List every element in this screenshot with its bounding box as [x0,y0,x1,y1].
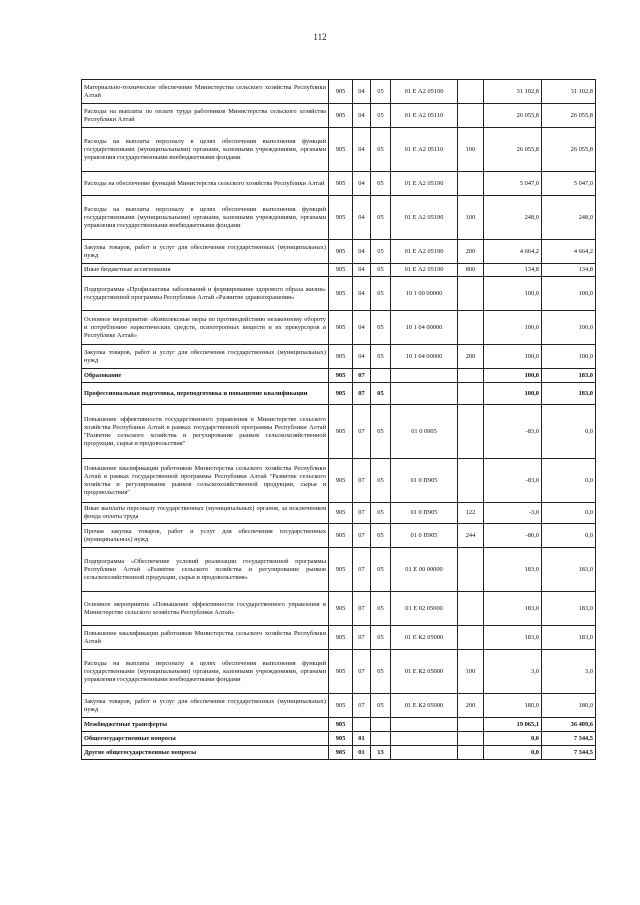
table-row [82,345,596,369]
section-cell: 07 [353,405,371,459]
target-article-cell: 01 0 0905 [391,405,458,459]
expense-type-cell: 100 [458,650,484,694]
amount-2-cell: 180,0 [542,694,596,718]
subsection-cell [371,718,391,732]
table-row [82,196,596,240]
section-cell [353,718,371,732]
ved-cell: 905 [329,369,353,383]
section-cell: 07 [353,694,371,718]
ved-cell: 905 [329,383,353,405]
row-name-cell: Расходы на выплаты персоналу в целях обеспечения выполнения функций государственными (муниципальными) органами, казенными учреждениями, органами управления государственными внебюджетными фондами [82,196,329,240]
table-row [82,128,596,172]
row-name-cell: Иные бюджетные ассигнования [82,264,329,277]
table-row [82,592,596,626]
row-name-cell: Основное мероприятие «Повышение эффективности государственного управления в Министерстве сельского хозяйства Республики Алтай» [82,592,329,626]
ved-cell: 905 [329,104,353,128]
amount-2-cell: 100,0 [542,277,596,311]
table-row [82,104,596,128]
row-name-cell: Расходы на выплаты персоналу в целях обеспечения выполнения функций государственными (муниципальными) органами, казенными учреждениями, органами управления государственными внебюджетными фондами [82,650,329,694]
ved-cell: 905 [329,405,353,459]
table-row [82,524,596,548]
subsection-cell: 05 [371,626,391,650]
target-article-cell: 01 Е А2 05190 [391,240,458,264]
ved-cell: 905 [329,80,353,104]
amount-2-cell: 3,0 [542,650,596,694]
section-cell: 07 [353,503,371,524]
amount-2-cell: 4 664,2 [542,240,596,264]
subsection-cell: 05 [371,694,391,718]
section-cell: 01 [353,746,371,760]
expense-type-cell: 100 [458,196,484,240]
section-cell: 04 [353,345,371,369]
expense-type-cell [458,104,484,128]
table-row [82,172,596,196]
amount-2-cell: 183,0 [542,626,596,650]
ved-cell: 905 [329,277,353,311]
section-cell: 04 [353,80,371,104]
section-cell: 04 [353,128,371,172]
ved-cell: 905 [329,264,353,277]
amount-1-cell: 4 664,2 [484,240,542,264]
amount-1-cell: 183,0 [484,548,542,592]
ved-cell: 905 [329,172,353,196]
expense-type-cell [458,80,484,104]
amount-1-cell: 3,0 [484,650,542,694]
row-name-cell: Повышение квалификации работников Министерства сельского хозяйства Республики Алтай [82,626,329,650]
subsection-cell: 05 [371,524,391,548]
table-row [82,503,596,524]
table-row [82,405,596,459]
ved-cell: 905 [329,746,353,760]
amount-1-cell: 183,0 [484,626,542,650]
amount-1-cell: 248,0 [484,196,542,240]
amount-2-cell: 183,0 [542,592,596,626]
amount-2-cell: 183,0 [542,369,596,383]
target-article-cell: 01 0 П905 [391,459,458,503]
expense-type-cell [458,718,484,732]
subsection-cell: 13 [371,746,391,760]
amount-2-cell: 100,0 [542,311,596,345]
ved-cell: 905 [329,345,353,369]
row-name-cell: Материально-техническое обеспечение Министерства сельского хозяйства Республики Алтай [82,80,329,104]
amount-2-cell: 7 344,5 [542,732,596,746]
amount-2-cell: 0,0 [542,503,596,524]
section-cell: 04 [353,277,371,311]
amount-2-cell: 100,0 [542,345,596,369]
section-cell: 07 [353,592,371,626]
row-name-cell: Расходы на выплаты по оплате труда работников Министерства сельского хозяйства Республики Алтай [82,104,329,128]
subsection-cell: 05 [371,345,391,369]
amount-2-cell: 183,0 [542,548,596,592]
row-name-cell: Общегосударственные вопросы [82,732,329,746]
expense-type-cell: 100 [458,128,484,172]
row-name-cell: Подпрограмма «Обеспечение условий реализации государственной программы Республики Алтай «Развитие сельского хозяйства и регулирование рынков сельскохозяйственной продукции, сырья и продовольствия» [82,548,329,592]
subsection-cell: 05 [371,277,391,311]
amount-2-cell: 5 047,0 [542,172,596,196]
amount-1-cell: 31 102,8 [484,80,542,104]
section-cell: 07 [353,626,371,650]
amount-2-cell: 183,0 [542,383,596,405]
expense-type-cell [458,459,484,503]
row-name-cell: Основное мероприятие «Комплексные меры по противодействию незаконному обороту и потреблению наркотических средств, психотропных веществ и их прекурсоров в Республике Алтай» [82,311,329,345]
expense-type-cell [458,277,484,311]
section-cell: 07 [353,650,371,694]
table-row [82,694,596,718]
amount-1-cell: -83,0 [484,405,542,459]
subsection-cell: 05 [371,172,391,196]
target-article-cell: 01 0 П905 [391,503,458,524]
amount-2-cell: 31 102,8 [542,80,596,104]
target-article-cell: 10 1 00 00000 [391,277,458,311]
ved-cell: 905 [329,626,353,650]
subsection-cell: 05 [371,240,391,264]
table-row [82,240,596,264]
expense-type-cell: 200 [458,345,484,369]
target-article-cell [391,718,458,732]
target-article-cell: 10 1 04 00000 [391,345,458,369]
subsection-cell: 05 [371,311,391,345]
ved-cell: 905 [329,128,353,172]
table-row [82,80,596,104]
amount-2-cell: 134,8 [542,264,596,277]
table-row [82,459,596,503]
row-name-cell: Повышение квалификации работников Министерства сельского хозяйства Республики Алтай в рамках государственной программы Республики Алтай "Развитие сельского хозяйства и регулирование рынков сельскохозяйственной продукции, сырья и продовольствия" [82,459,329,503]
subsection-cell: 05 [371,405,391,459]
ved-cell: 905 [329,694,353,718]
amount-2-cell: 248,0 [542,196,596,240]
expense-type-cell: 200 [458,694,484,718]
row-name-cell: Закупка товаров, работ и услуг для обеспечения государственных (муниципальных) нужд [82,345,329,369]
amount-1-cell: 100,0 [484,311,542,345]
ved-cell: 905 [329,196,353,240]
amount-1-cell: 0,0 [484,746,542,760]
amount-1-cell: 183,0 [484,592,542,626]
table-row [82,548,596,592]
expense-type-cell: 244 [458,524,484,548]
target-article-cell: 01 Е А2 05110 [391,104,458,128]
amount-1-cell: -80,0 [484,524,542,548]
table-row [82,369,596,383]
row-name-cell: Прочая закупка товаров, работ и услуг для обеспечения государственных (муниципальных) нужд [82,524,329,548]
amount-1-cell: 5 047,0 [484,172,542,196]
target-article-cell: 01 Е К2 05000 [391,626,458,650]
amount-2-cell: 0,0 [542,405,596,459]
amount-1-cell: 26 055,8 [484,128,542,172]
row-name-cell: Закупка товаров, работ и услуг для обеспечения государственных (муниципальных) нужд [82,240,329,264]
section-cell: 04 [353,264,371,277]
subsection-cell: 05 [371,80,391,104]
section-cell: 04 [353,104,371,128]
amount-1-cell: 100,0 [484,277,542,311]
ved-cell: 905 [329,732,353,746]
row-name-cell: Подпрограмма «Профилактика заболеваний и формирование здорового образа жизни» государственной программы Республики Алтай «Развитие здравоохранения» [82,277,329,311]
section-cell: 04 [353,240,371,264]
amount-1-cell: 26 055,8 [484,104,542,128]
row-name-cell: Закупка товаров, работ и услуг для обеспечения государственных (муниципальных) нужд [82,694,329,718]
subsection-cell: 05 [371,196,391,240]
section-cell: 07 [353,383,371,405]
expense-type-cell [458,626,484,650]
table-body [82,80,596,760]
target-article-cell: 01 Е А2 05190 [391,196,458,240]
amount-1-cell: 100,0 [484,345,542,369]
expense-type-cell [458,746,484,760]
target-article-cell: 01 Е А2 05110 [391,128,458,172]
target-article-cell: 10 1 04 00000 [391,311,458,345]
target-article-cell: 01 Е К2 05000 [391,694,458,718]
subsection-cell: 05 [371,459,391,503]
table-row [82,650,596,694]
section-cell: 01 [353,732,371,746]
row-name-cell: Расходы на выплаты персоналу в целях обеспечения выполнения функций государственными (муниципальными) органами, казенными учреждениями, органами управления государственными внебюджетными фондами [82,128,329,172]
row-name-cell: Иные выплаты персоналу государственных (муниципальных) органов, за исключением фонда оплаты труда [82,503,329,524]
section-cell: 07 [353,548,371,592]
target-article-cell: 01 Е А2 05190 [391,172,458,196]
section-cell: 07 [353,369,371,383]
amount-2-cell: 0,0 [542,459,596,503]
expense-type-cell [458,405,484,459]
ved-cell: 905 [329,524,353,548]
page-number: 112 [313,32,327,42]
target-article-cell: 01 0 П905 [391,524,458,548]
amount-2-cell: 26 055,8 [542,104,596,128]
ved-cell: 905 [329,311,353,345]
subsection-cell: 05 [371,264,391,277]
amount-1-cell: 134,8 [484,264,542,277]
row-name-cell: Профессиональная подготовка, переподготовка и повышение квалификации [82,383,329,405]
target-article-cell [391,746,458,760]
amount-1-cell: -3,0 [484,503,542,524]
subsection-cell: 05 [371,128,391,172]
row-name-cell: Образование [82,369,329,383]
subsection-cell: 05 [371,383,391,405]
table-row [82,277,596,311]
table-row [82,383,596,405]
section-cell: 04 [353,172,371,196]
expense-type-cell [458,311,484,345]
target-article-cell: 01 Е А2 05100 [391,80,458,104]
ved-cell: 905 [329,459,353,503]
table-row [82,718,596,732]
section-cell: 07 [353,524,371,548]
amount-1-cell: 100,0 [484,369,542,383]
ved-cell: 905 [329,240,353,264]
table-row [82,626,596,650]
row-name-cell: Другие общегосударственные вопросы [82,746,329,760]
subsection-cell [371,369,391,383]
row-name-cell: Повышение эффективности государственного управления в Министерстве сельского хозяйства Республики Алтай в рамках государственной программы Республики Алтай "Развитие сельского хозяйства и регулирование рынков сельскохозяйственной продукции, сырья и продовольствия" [82,405,329,459]
budget-table [81,79,596,760]
amount-1-cell: 180,0 [484,694,542,718]
target-article-cell: 01 Е 02 05000 [391,592,458,626]
table-row [82,732,596,746]
target-article-cell [391,369,458,383]
amount-2-cell: 0,0 [542,524,596,548]
subsection-cell [371,732,391,746]
expense-type-cell: 200 [458,240,484,264]
amount-1-cell: 100,0 [484,383,542,405]
expense-type-cell: 122 [458,503,484,524]
amount-1-cell: -83,0 [484,459,542,503]
table-row [82,311,596,345]
subsection-cell: 05 [371,548,391,592]
target-article-cell: 01 Е А2 05190 [391,264,458,277]
expense-type-cell [458,592,484,626]
target-article-cell [391,383,458,405]
section-cell: 07 [353,459,371,503]
table-row [82,264,596,277]
subsection-cell: 05 [371,104,391,128]
subsection-cell: 05 [371,592,391,626]
row-name-cell: Межбюджетные трансферты [82,718,329,732]
row-name-cell: Расходы на обеспечение функций Министерства сельского хозяйства Республики Алтай [82,172,329,196]
ved-cell: 905 [329,592,353,626]
amount-2-cell: 26 055,8 [542,128,596,172]
amount-2-cell: 7 344,5 [542,746,596,760]
target-article-cell: 01 Е 00 00000 [391,548,458,592]
ved-cell: 905 [329,718,353,732]
target-article-cell: 01 Е К2 05000 [391,650,458,694]
ved-cell: 905 [329,650,353,694]
ved-cell: 905 [329,548,353,592]
target-article-cell [391,732,458,746]
section-cell: 04 [353,196,371,240]
subsection-cell: 05 [371,503,391,524]
expense-type-cell [458,369,484,383]
ved-cell: 905 [329,503,353,524]
expense-type-cell: 800 [458,264,484,277]
section-cell: 04 [353,311,371,345]
amount-1-cell: 19 065,1 [484,718,542,732]
expense-type-cell [458,383,484,405]
expense-type-cell [458,732,484,746]
expense-type-cell [458,548,484,592]
subsection-cell: 05 [371,650,391,694]
expense-type-cell [458,172,484,196]
amount-1-cell: 0,0 [484,732,542,746]
table-row [82,746,596,760]
amount-2-cell: 36 409,6 [542,718,596,732]
